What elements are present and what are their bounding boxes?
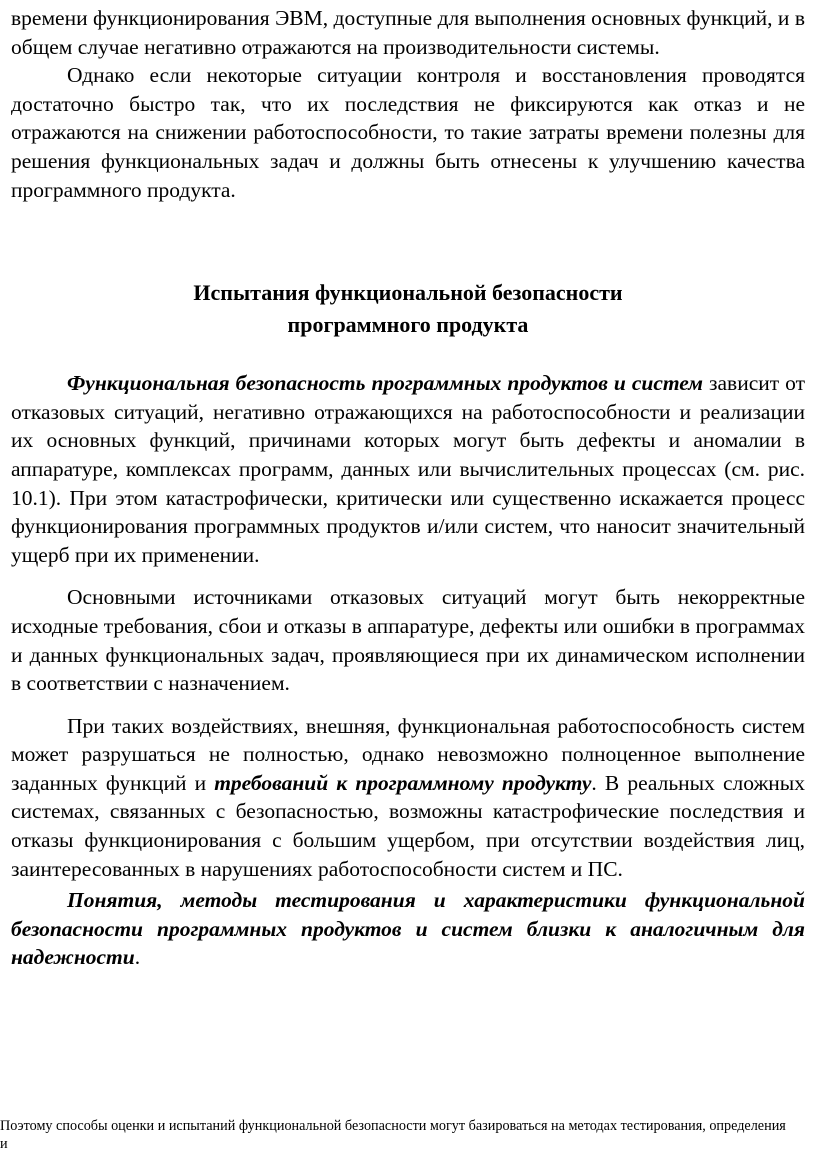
spacer (11, 698, 805, 712)
paragraph-2 (11, 369, 805, 569)
spacer (11, 569, 805, 583)
spacer (11, 204, 805, 277)
paragraph-5-emphasis: Понятия, методы тестирования и характеристики функциональной безопасности программных продуктов и систем близки к аналогичным для надежности (11, 888, 805, 970)
section-heading-line-1: Испытания функциональной безопасности (193, 280, 623, 306)
paragraph-4 (11, 712, 805, 884)
paragraph-3: Основными источниками отказовых ситуаций могут быть некорректные исходные требования, сбои и отказы в аппаратуре, дефекты или ошибки в программах и данных функциональных задач, проявляющиеся при их динамическом исполнении в соответствии с назначением. (11, 585, 805, 696)
document-body (11, 4, 805, 972)
paragraph-5-text-after: . (134, 945, 141, 970)
paragraph-5 (11, 886, 805, 972)
section-heading-line-2: программного продукта (287, 312, 529, 338)
paragraph-4-text-before: При таких воздействиях, внешняя, функциональная работоспособность систем может разрушаться не полностью, однако невозможно полноценное выполнение заданных функций и (11, 713, 805, 795)
spacer (11, 341, 805, 369)
section-heading (11, 277, 805, 341)
continuation-paragraph: времени функционирования ЭВМ, доступные для выполнения основных функций, и в общем случае негативно отражаются на производительности системы. (11, 6, 805, 59)
footer-note: Поэтому способы оценки и испытаний функциональной безопасности могут базироваться на методах тестирования, определения и (0, 1118, 786, 1152)
paragraph-2-text: зависит от отказовых ситуаций, негативно отражающихся на работоспособности и реализации их основных функций, причинами которых могут быть дефекты и аномалии в аппаратуре, комплексах программ, данных или вычислительных процессах (см. рис. 10.1). При этом катастрофически, критически или существенно искажается процесс функционирования программных продуктов и/или систем, что наносит значительный ущерб при их применении. (11, 371, 806, 567)
paragraph-1: Однако если некоторые ситуации контроля и восстановления проводятся достаточно быстро так, что их последствия не фиксируются как отказ и не отражаются на снижении работоспособности, то такие затраты времени полезны для решения функциональных задач и должны быть отнесены к улучшению качества программного продукта. (11, 63, 805, 202)
paragraph-4-emphasis: требований к программному продукту (214, 770, 592, 795)
paragraph-2-emphasis: Функциональная безопасность программных продуктов и систем (67, 371, 704, 396)
paragraph-4-text-after: . В реальных сложных системах, связанных с безопасностью, возможны катастрофические последствия и отказы функционирования с большим ущербом, при отсутствии воздействия лиц, заинтересованных в нарушениях работоспособности систем и ПС. (11, 770, 805, 881)
